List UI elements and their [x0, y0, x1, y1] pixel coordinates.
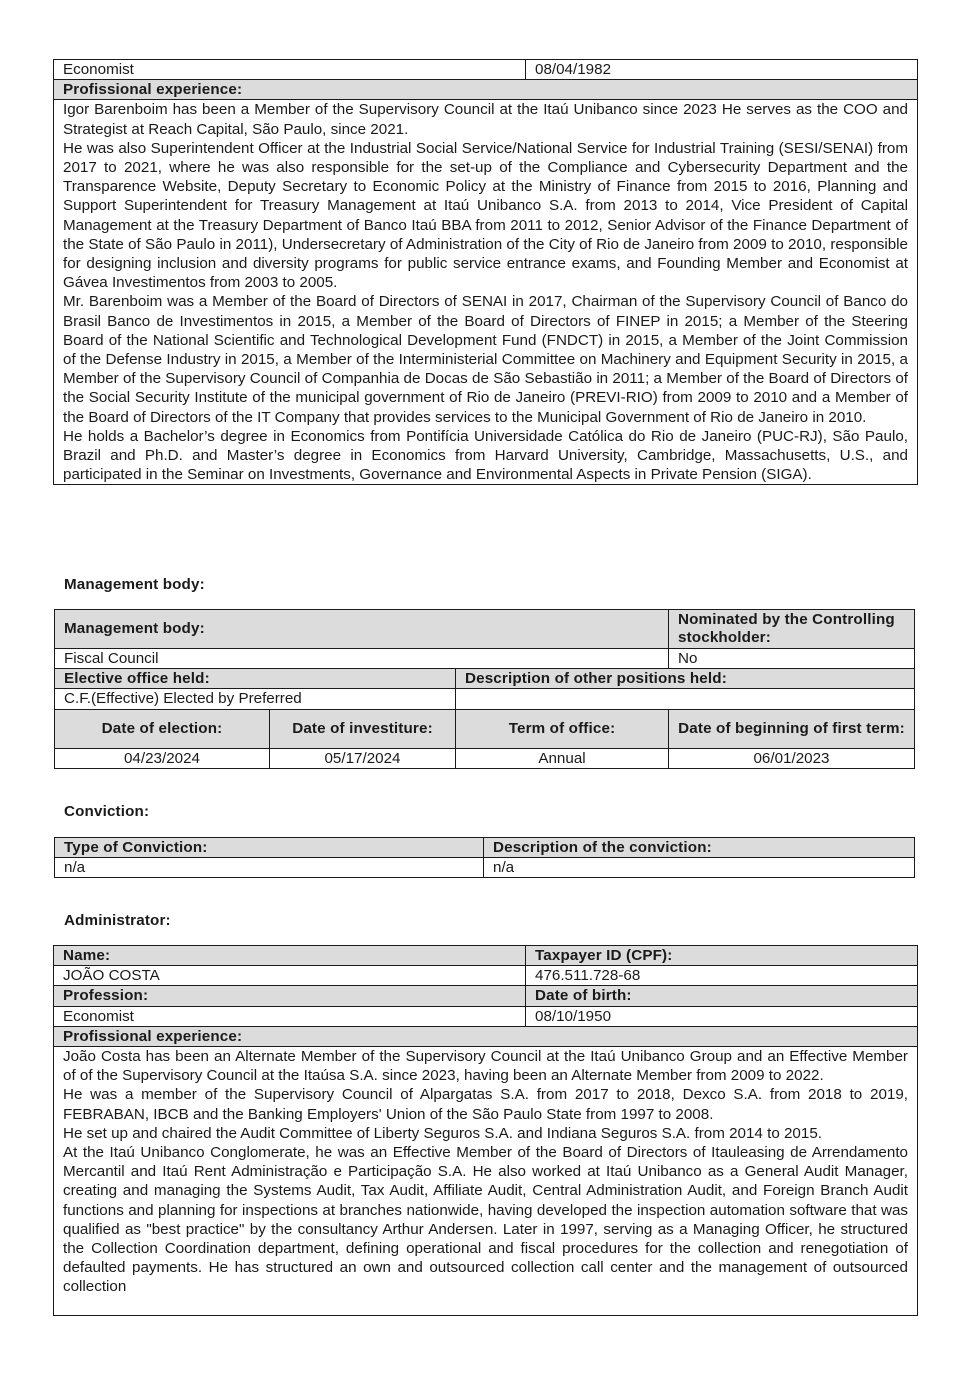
- date-of-birth-value: 08/10/1950: [526, 1006, 918, 1026]
- experience-paragraph: Mr. Barenboim was a Member of the Board of Directors of SENAI in 2017, Chairman of the Supervisory Council of Banco do Brasil Banco de Investimentos in 2015, a Member of the Board of Directors of FINEP in 2015; a Member of the Steering Board of the National Scientific and Technological Development Fund (FNDCT) in 2015, a Member of the Joint Commission of the Defense Industry in 2015, a Member of the Interministerial Committee on Machinery and Equipment Security in 2015, a Member of the Supervisory Council of Companhia de Docas de São Sebastião in 2011; a Member of the Board of Directors of the Social Security Institute of the municipal government of Rio de Janeiro (PREVI-RIO) from 2009 to 2010 and a Member of the Board of Directors of the IT Company that provides services to the Municipal Government of Rio de Janeiro in 2010.: [63, 293, 908, 426]
- date-of-investiture-value: 05/17/2024: [270, 748, 456, 768]
- management-body-value: Fiscal Council: [55, 649, 669, 669]
- nominated-value: No: [669, 649, 915, 669]
- experience-paragraph: He was a member of the Supervisory Council of Alpargatas S.A. from 2017 to 2018, Dexco S.A. from 2018 to 2019, FEBRABAN, IBCB and the Banking Employers' Union of the São Paulo State from 1997 to 2008.: [63, 1086, 908, 1123]
- term-of-office-value: Annual: [456, 748, 669, 768]
- elective-office-value: C.F.(Effective) Elected by Preferred: [55, 689, 456, 709]
- term-of-office-label: Term of office:: [456, 709, 669, 748]
- taxpayer-id-label: Taxpayer ID (CPF):: [526, 946, 918, 966]
- administrator-section-title: Administrator:: [64, 912, 171, 929]
- experience-paragraph: He was also Superintendent Officer at the Industrial Social Service/National Service for Industrial Training (SESI/SENAI) from 2017 to 2021, where he was also responsible for the set-up of the Compliance and Cybersecurity Department and the Transparence Website, Deputy Secretary to Economic Policy at the Ministry of Finance from 2015 to 2016, Planning and Support Superintendent for Treasury Management at Itaú Unibanco S.A. from 2013 to 2014, Vice President of Capital Management at the Treasury Department of Banco Itaú BBA from 2011 to 2012, Senior Advisor of the Finance Department of the State of São Paulo in 2011), Undersecretary of Administration of the City of Rio de Janeiro from 2009 to 2010, responsible for designing inclusion and diversity programs for public service entrance exams, and Founding Member and Economist at Gávea Investimentos from 2003 to 2005.: [63, 139, 908, 292]
- date-of-election-value: 04/23/2024: [55, 748, 270, 768]
- management-body-table: [54, 609, 915, 769]
- conviction-description-label: Description of the conviction:: [484, 838, 915, 858]
- first-term-start-label: Date of beginning of first term:: [669, 709, 915, 748]
- taxpayer-id-value: 476.511.728-68: [526, 966, 918, 986]
- conviction-description-value: n/a: [484, 858, 915, 878]
- experience-paragraph: He holds a Bachelor’s degree in Economics from Pontifícia Universidade Católica do Rio de Janeiro (PUC-RJ), São Paulo, Brazil and Ph.D. and Master’s degree in Economics from Harvard University, Cambridge, Massachusetts, U.S., and participated in the Seminar on Investments, Governance and Environmental Aspects in Private Pension (SIGA).: [63, 427, 908, 484]
- first-term-start-value: 06/01/2023: [669, 748, 915, 768]
- profession-value: Economist: [54, 1006, 526, 1026]
- other-positions-value: [456, 689, 915, 709]
- member-profile-table-continued: [53, 59, 918, 485]
- date-of-election-label: Date of election:: [55, 709, 270, 748]
- elective-office-label: Elective office held:: [55, 669, 456, 689]
- conviction-table: [54, 837, 915, 878]
- nominated-label: Nominated by the Controlling stockholder:: [669, 610, 915, 649]
- name-label: Name:: [54, 946, 526, 966]
- experience-label: Profissional experience:: [54, 1026, 918, 1046]
- experience-text: [54, 1047, 918, 1316]
- experience-label: Profissional experience:: [54, 80, 918, 100]
- administrator-table: [53, 945, 918, 1316]
- experience-paragraph: He set up and chaired the Audit Committee of Liberty Seguros S.A. and Indiana Seguros S.A. from 2014 to 2015.: [63, 1124, 822, 1142]
- experience-text: [54, 100, 918, 485]
- other-positions-label: Description of other positions held:: [456, 669, 915, 689]
- experience-paragraph: João Costa has been an Alternate Member of the Supervisory Council at the Itaú Unibanco Group and an Effective Member of of the Supervisory Council at the Itaúsa S.A. since 2023, having been an Alternate Member from 2009 to 2022.: [63, 1048, 908, 1085]
- date-of-birth-value: 08/04/1982: [526, 60, 918, 80]
- management-body-section-title: Management body:: [64, 576, 205, 593]
- management-body-label: Management body:: [55, 610, 669, 649]
- name-value: JOÃO COSTA: [54, 966, 526, 986]
- profession-value: Economist: [54, 60, 526, 80]
- conviction-type-value: n/a: [55, 858, 484, 878]
- date-of-birth-label: Date of birth:: [526, 986, 918, 1006]
- profession-label: Profession:: [54, 986, 526, 1006]
- date-of-investiture-label: Date of investiture:: [270, 709, 456, 748]
- experience-paragraph: Igor Barenboim has been a Member of the Supervisory Council at the Itaú Unibanco since 2023 He serves as the COO and Strategist at Reach Capital, São Paulo, since 2021.: [63, 101, 908, 138]
- conviction-type-label: Type of Conviction:: [55, 838, 484, 858]
- conviction-section-title: Conviction:: [64, 803, 150, 820]
- experience-paragraph: At the Itaú Unibanco Conglomerate, he was an Effective Member of the Board of Directors of Itauleasing de Arrendamento Mercantil and Itaú Rent Administração e Participação S.A. He also worked at Itaú Unibanco as a General Audit Manager, creating and managing the Systems Audit, Tax Audit, Affiliate Audit, Central Administration Audit, and Foreign Branch Audit functions and planning for inspections at branches nationwide, having developed the inspection automation software that was qualified as "best practice" by the consultancy Arthur Andersen. Later in 1997, serving as a Managing Officer, he structured the Collection Coordination department, defining operational and fiscal procedures for the collection and renegotiation of defaulted payments. He has structured an own and outsourced collection call center and the management of outsourced collection: [63, 1144, 908, 1296]
